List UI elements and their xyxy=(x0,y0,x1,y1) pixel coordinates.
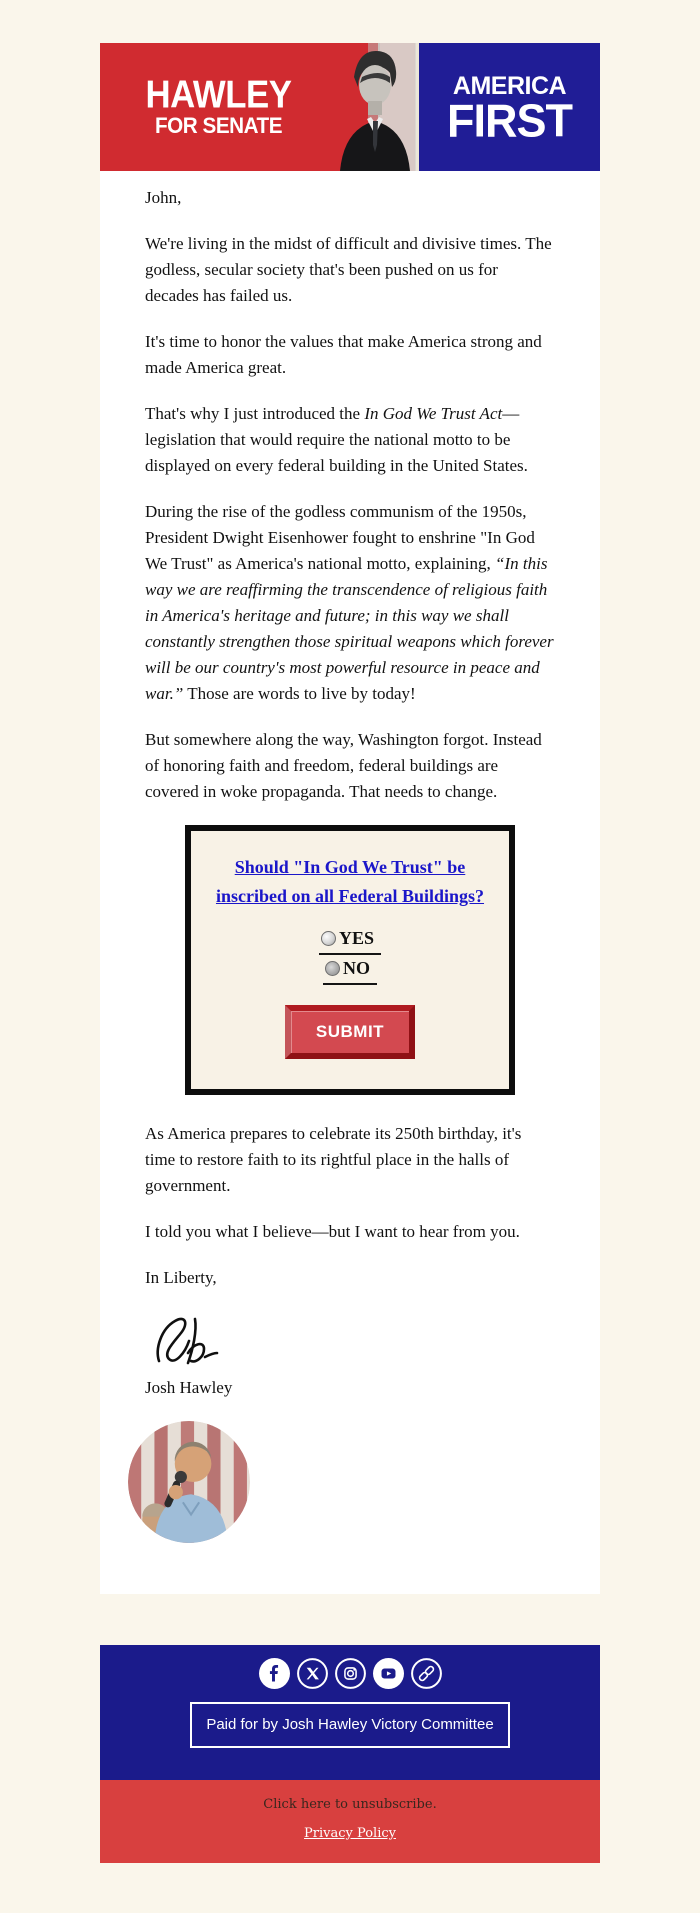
letter-paragraphs-after xyxy=(145,1121,555,1245)
survey-box xyxy=(185,825,515,1095)
sender-name: Josh Hawley xyxy=(145,1378,233,1397)
facebook-icon[interactable] xyxy=(259,1658,290,1689)
footer-blue-section xyxy=(100,1645,600,1780)
unsubscribe-link[interactable]: Click here to unsubscribe. xyxy=(263,1797,437,1812)
youtube-icon[interactable] xyxy=(373,1658,404,1689)
body-paragraph: But somewhere along the way, Washington forgot. Instead of honoring faith and freedom, federal buildings are covered in woke propaganda. That needs to change. xyxy=(145,730,542,801)
x-icon[interactable] xyxy=(297,1658,328,1689)
body-paragraph: As America prepares to celebrate its 250th birthday, it's time to restore faith to its rightful place in the halls of government. xyxy=(145,1124,522,1195)
survey-option-yes[interactable] xyxy=(319,925,381,955)
banner-america-text: AMERICA xyxy=(452,71,567,100)
closing-line: In Liberty, xyxy=(145,1268,217,1287)
handwritten-signature xyxy=(145,1311,237,1375)
option-label[interactable]: YES xyxy=(338,928,374,948)
email-content-card xyxy=(100,43,600,1594)
josh-hawley-photo xyxy=(128,1421,250,1543)
email-footer xyxy=(100,1645,600,1863)
survey-option-no[interactable] xyxy=(323,955,377,985)
body-paragraph: It's time to honor the values that make America strong and made America great. xyxy=(145,332,542,377)
email-body xyxy=(100,0,600,1594)
body-paragraph: We're living in the midst of difficult and divisive times. The godless, secular society that's been pushed on us for decades has failed us. xyxy=(145,234,552,305)
campaign-banner xyxy=(100,43,600,171)
josh-hawley-portrait-icon xyxy=(332,43,416,171)
body-paragraph: That's why I just introduced the In God We Trust Act—legislation that would require the national motto to be displayed on every federal building in the United States. xyxy=(145,404,528,475)
link-icon[interactable] xyxy=(411,1658,442,1689)
survey-question-link[interactable]: Should "In God We Trust" be inscribed on all Federal Buildings? xyxy=(215,857,485,906)
social-icons-row xyxy=(100,1658,600,1689)
privacy-policy-link[interactable]: Privacy Policy xyxy=(304,1826,396,1841)
footer-red-section xyxy=(100,1780,600,1863)
option-label[interactable]: NO xyxy=(343,958,370,978)
radio-icon[interactable] xyxy=(321,931,336,946)
body-paragraph: During the rise of the godless communism of the 1950s, President Dwight Eisenhower fought to enshrine "In God We Trust" as America's national motto, explaining, “In this way we are reaffirming the transcendence of religious faith in America's heritage and future; in this way we shall constantly strengthen those spiritual weapons which forever will be our country's most powerful resource in peace and war.” Those are words to live by today! xyxy=(145,502,554,703)
salutation: John, xyxy=(145,188,182,207)
body-paragraph: I told you what I believe—but I want to hear from you. xyxy=(145,1222,520,1241)
instagram-icon[interactable] xyxy=(335,1658,366,1689)
banner-right-blue xyxy=(419,43,600,171)
radio-icon[interactable] xyxy=(325,961,340,976)
survey-options xyxy=(201,925,499,985)
letter-body xyxy=(100,171,600,1543)
paid-for-disclaimer: Paid for by Josh Hawley Victory Committee xyxy=(190,1702,510,1748)
banner-for-senate-text: FOR SENATE xyxy=(154,112,283,138)
letter-paragraphs xyxy=(145,231,555,805)
banner-hawley-text: HAWLEY xyxy=(145,72,292,116)
banner-first-text: FIRST xyxy=(447,93,572,147)
submit-button[interactable]: SUBMIT xyxy=(285,1005,415,1059)
